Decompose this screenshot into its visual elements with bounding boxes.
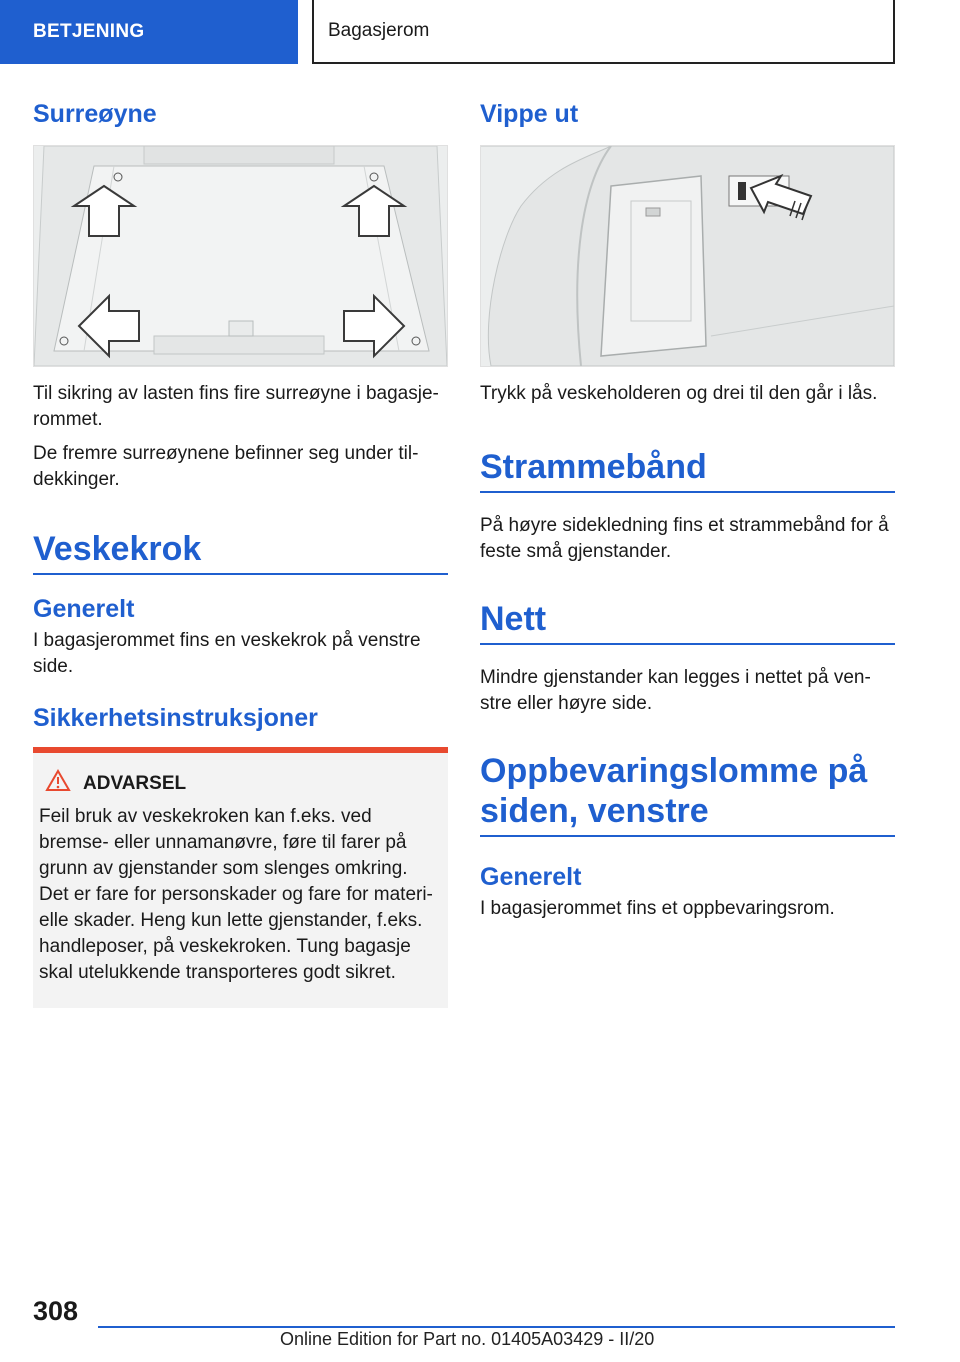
heading-nett: Nett [480,599,895,645]
right-column [480,100,895,930]
heading-sikkerhetsinstruksjoner: Sikkerhetsinstruksjoner [33,704,318,732]
stramme-paragraph: På høyre sidekledning fins et strammebånd for å feste små gjenstander. [480,515,889,562]
heading-generelt: Generelt [33,595,135,623]
surre-paragraph-1: Til sikring av lasten fins fire surreøyne i bagasje-rommet. [33,383,439,430]
page-number: 308 [33,1296,79,1326]
cargo-floor-drawing [34,146,447,366]
warning-text: Feil bruk av veskekroken kan f.eks. ved bremse- eller unnamanøvre, føre til farer på grunn av gjenstander som slenges omkring. Det er fare for personskader og fare for materi-elle skader. Heng kun lette gjenstander, f.eks. handleposer, på veskekroken. Tung bagasje skal utelukkende transporteres godt sikret. [39,806,433,983]
heading-surreoyne: Surreøyne [33,100,157,128]
bag-hook-illustration [480,145,895,367]
header-chapter-title: Bagasjerom [312,0,895,64]
left-column [33,100,448,1008]
vippe-paragraph: Trykk på veskeholderen og drei til den går i lås. [480,383,878,404]
warning-box [33,747,448,1008]
heading-veskekrok: Veskekrok [33,529,448,575]
heading-oppbevaringslomme: Oppbevaringslomme på siden, venstre [480,751,895,837]
generelt-paragraph: I bagasjerommet fins en veskekrok på venstre side. [33,630,421,677]
warning-label: ADVARSEL [83,772,187,794]
footer-edition: Online Edition for Part no. 01405A03429 - II/20 [280,1329,655,1349]
heading-vippe-ut: Vippe ut [480,100,579,128]
generelt-right-paragraph: I bagasjerommet fins et oppbevaringsrom. [480,898,835,919]
heading-generelt-right: Generelt [480,863,582,891]
nett-paragraph: Mindre gjenstander kan legges i nettet på ven-stre eller høyre side. [480,667,871,714]
footer-divider [98,1326,895,1328]
heading-strammebaand: Strammebånd [480,447,895,493]
warning-header [39,769,442,798]
lashing-eyes-illustration [33,145,448,367]
trunk-side-drawing [481,146,894,366]
header-section-tab: BETJENING [0,0,298,64]
warning-triangle-icon [45,769,71,798]
surre-paragraph-2: De fremre surreøynene befinner seg under til-dekkinger. [33,443,419,490]
